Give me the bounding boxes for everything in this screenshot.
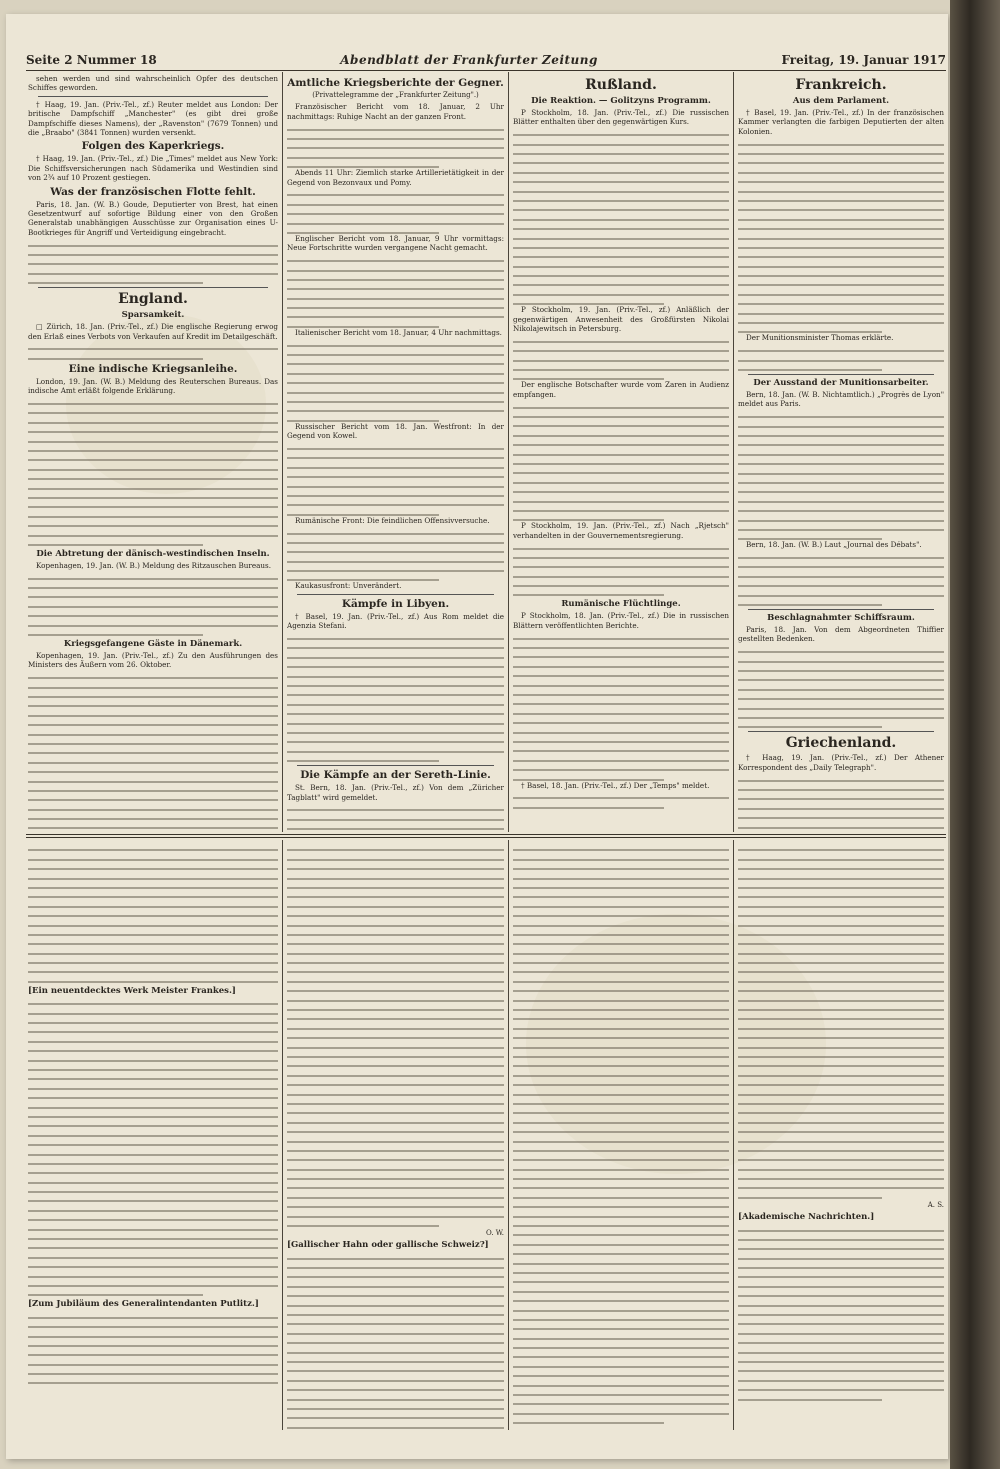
page-number: Seite 2 Nummer 18 (26, 53, 157, 67)
feuilleton-heading: [Ein neuentdecktes Werk Meister Frankes.] (28, 985, 236, 996)
article-heading: Rumänische Flüchtlinge. (561, 599, 681, 610)
feuilleton-column-4 (738, 842, 944, 1432)
article-heading: Die Kämpfe an der Sereth-Linie. (300, 769, 491, 782)
article-heading: Beschlagnahmter Schiffsraum. (767, 613, 915, 624)
article-text: P Stockholm, 19. Jan. (Priv.-Tel., zf.) Anläßlich der gegenwärtigen Anwesenheit des Großfürsten Nikolai Nikolajewitsch in Petersburg. (513, 305, 729, 334)
column-rule-3 (733, 72, 734, 832)
article-text: Bern, 18. Jan. (W. B.) Laut „Journal des Débats". (746, 540, 922, 550)
section-heading: Amtliche Kriegsberichte der Gegner. (287, 77, 504, 89)
column-rule-2 (508, 72, 509, 832)
column-rule-1 (282, 72, 283, 832)
article-text: St. Bern, 18. Jan. (Priv.-Tel., zf.) Von dem „Züricher Tagblatt" wird gemeldet. (287, 783, 504, 802)
article-text: Paris, 18. Jan. (W. B.) Goude, Deputierter von Brest, hat einen Gesetzentwurf auf sofortige Bildung einer von den Großen Generalstab unabhängigen Ausschüsse zur Organisation eines U-Bootkrieges für Angriff und Verteidigung eingebracht. (28, 199, 278, 237)
article-text: Rumänische Front: Die feindlichen Offensivversuche. (295, 515, 490, 525)
article-heading: Eine indische Kriegsanleihe. (68, 362, 238, 375)
article-text: □ Zürich, 18. Jan. (Priv.-Tel., zf.) Die englische Regierung erwog den Erlaß eines Verbots von Verkaufen auf Kredit im Detailgeschäft. (28, 322, 278, 341)
article-text: Der Munitionsminister Thomas erklärte. (746, 333, 894, 343)
article-text: P Stockholm, 19. Jan. (Priv.-Tel., zf.) Nach „Rjetsch" verhandelten in der Gouvernementsregierung. (513, 521, 729, 540)
article-text: Italienischer Bericht vom 18. Januar, 4 Uhr nachmittags. (295, 327, 502, 337)
article-text: † Haag, 19. Jan. (Priv.-Tel., zf.) Reuter meldet aus London: Der britische Dampfschiff „Manchester" (es gibt drei große Dampfschiffe dieses Namens), der „Ravenston" (7679 Tonnen) und die „Braabo" (3841 Tonnen) wurden versenkt. (28, 99, 278, 138)
lower-column-rule-1 (282, 840, 283, 1430)
article-text: P Stockholm, 18. Jan. (Priv.-Tel., zf.) Die russischen Blätter enthalten über den gegenwärtigen Kurs. (513, 108, 729, 127)
section-heading: Rußland. (585, 77, 657, 93)
issue-date: Freitag, 19. Januar 1917 (781, 53, 946, 67)
section-heading: England. (118, 291, 188, 308)
article-heading: Sparsamkeit. (121, 310, 185, 321)
book-binding-edge (950, 0, 1000, 1469)
article-text: Kopenhagen, 19. Jan. (Priv.-Tel., zf.) Zu den Ausführungen des Ministers des Äußern vom 26. Oktober. (28, 651, 278, 670)
lower-column-rule-2 (508, 840, 509, 1430)
feuilleton-heading: [Akademische Nachrichten.] (738, 1212, 875, 1223)
section-heading: Griechenland. (785, 735, 897, 752)
feuilleton-rule-double (26, 837, 946, 838)
feuilleton-column-1 (28, 842, 278, 1432)
masthead (26, 52, 946, 68)
feuilleton-rule (26, 834, 946, 835)
column-2 (287, 74, 504, 834)
article-heading: Folgen des Kaperkriegs. (81, 140, 225, 153)
article-heading: Die Abtretung der dänisch-westindischen Inseln. (36, 548, 270, 559)
article-heading: Was der französischen Flotte fehlt. (50, 185, 256, 198)
article-text: Abends 11 Uhr: Ziemlich starke Artillerietätigkeit in der Gegend von Bezonvaux und Pomy. (287, 168, 504, 187)
article-text: Kopenhagen, 19. Jan. (W. B.) Meldung des Ritzauschen Bureaus. (36, 560, 271, 570)
masthead-rule (26, 70, 946, 71)
article-text: Paris, 18. Jan. Von dem Abgeordneten Thiffier gestellten Bedenken. (738, 625, 944, 644)
article-text: † Haag, 19. Jan. (Priv.-Tel., zf.) Die „Times" meldet aus New York: Die Schiffsversicherungen nach Südamerika und Westindien sind von 2¾ auf 10 Prozent gestiegen. (28, 154, 278, 183)
article-text: † Basel, 19. Jan. (Priv.-Tel., zf.) Aus Rom meldet die Agenzia Stefani. (287, 611, 504, 631)
article-text: Französischer Bericht vom 18. Januar, 2 Uhr nachmittags: Ruhige Nacht an der ganzen Front. (287, 102, 504, 121)
article-text: Russischer Bericht vom 18. Jan. Westfront: In der Gegend von Kowel. (287, 421, 504, 441)
article-text: † Basel, 19. Jan. (Priv.-Tel., zf.) In der französischen Kammer verlangten die farbigen Deputierten der alten Kolonien. (738, 108, 944, 136)
article-heading: Aus dem Parlament. (792, 96, 890, 106)
article-heading: Kriegsgefangene Gäste in Dänemark. (63, 639, 243, 650)
lower-column-rule-3 (733, 840, 734, 1430)
section-subtitle: (Privattelegramme der „Frankfurter Zeitung".) (312, 91, 479, 99)
article-continuation: sehen werden und sind wahrscheinlich Opfer des deutschen Schiffes geworden. (28, 74, 278, 93)
section-heading: Frankreich. (795, 77, 887, 93)
article-text: Der englische Botschafter wurde vom Zaren in Audienz empfangen. (513, 380, 729, 399)
article-heading: Der Ausstand der Munitionsarbeiter. (753, 378, 929, 388)
article-text: † Haag, 19. Jan. (Priv.-Tel., zf.) Der Athener Korrespondent des „Daily Telegraph". (738, 753, 944, 772)
article-text: Kaukasusfront: Unverändert. (295, 581, 402, 591)
article-heading: Kämpfe in Libyen. (341, 597, 450, 610)
feuilleton-heading: [Gallischer Hahn oder gallische Schweiz?] (287, 1240, 489, 1251)
author-signature: A. S. (927, 1200, 944, 1209)
feuilleton-column-3 (513, 842, 729, 1432)
column-4 (738, 74, 944, 834)
newspaper-title: Abendblatt der Frankfurter Zeitung (340, 53, 598, 67)
article-text: Englischer Bericht vom 18. Januar, 9 Uhr vormittags: Neue Fortschritte wurden vergangene Nacht gemacht. (287, 233, 504, 253)
column-1 (28, 74, 278, 834)
author-signature: O. W. (486, 1229, 504, 1238)
article-text: † Basel, 18. Jan. (Priv.-Tel., zf.) Der „Temps" meldet. (521, 780, 710, 790)
article-text: P Stockholm, 18. Jan. (Priv.-Tel., zf.) Die in russischen Blättern veröffentlichten Berichte. (513, 611, 729, 630)
article-text: London, 19. Jan. (W. B.) Meldung des Reuterschen Bureaus. Das indische Amt erläßt folgende Erklärung. (28, 376, 278, 396)
article-text: Bern, 18. Jan. (W. B. Nichtamtlich.) „Progrès de Lyon" meldet aus Paris. (738, 390, 944, 409)
feuilleton-column-2 (287, 842, 504, 1432)
feuilleton-heading: [Zum Jubiläum des Generalintendanten Putlitz.] (28, 1299, 259, 1310)
article-heading: Die Reaktion. — Golitzyns Programm. (531, 96, 711, 106)
column-3 (513, 74, 729, 834)
